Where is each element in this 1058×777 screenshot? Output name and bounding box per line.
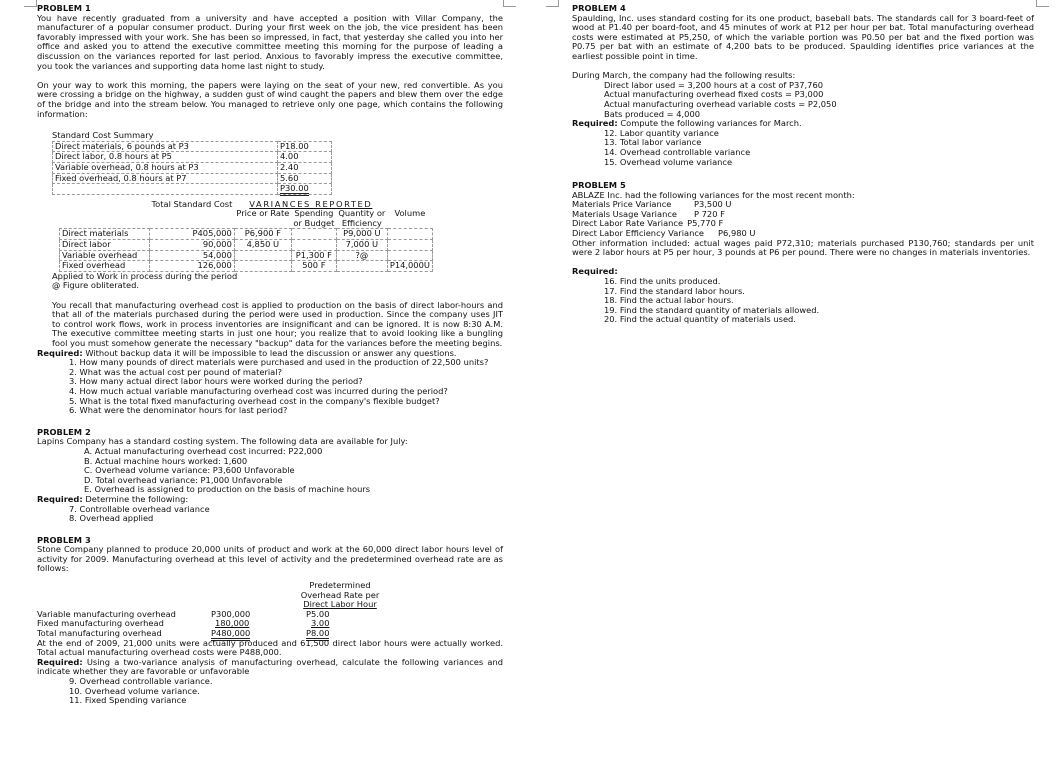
- std-row: Fixed overhead, 0.8 hours at P7 5.60: [53, 173, 332, 184]
- col-spending: Spending or Budget: [293, 208, 335, 228]
- table-note-obliterated: @ Figure obliterated.: [52, 280, 139, 291]
- problem-3: [37, 536, 503, 706]
- list-item: 17. Find the standard labor hours.: [604, 285, 745, 296]
- list-item: 14. Overhead controllable variance: [604, 146, 751, 157]
- standard-cost-summary: [52, 131, 332, 195]
- problem-4-questions: [572, 129, 1034, 167]
- variance-line: Direct Labor Rate Variance P5,770 F: [572, 218, 724, 229]
- problem-3-questions: [37, 677, 503, 706]
- problem-3-title: PROBLEM 3: [37, 534, 91, 545]
- variance-line: Materials Price Variance P3,500 U: [572, 199, 732, 210]
- std-row: Variable overhead, 0.8 hours at P3 2.40: [53, 162, 332, 173]
- list-item: 2. What was the actual cost per pound of material?: [69, 366, 282, 377]
- problem-4-march: During March, the company had the following results:: [572, 70, 796, 81]
- col-volume: Volume: [394, 208, 426, 219]
- left-column: [37, 4, 503, 706]
- problem-5-required: Required:: [572, 266, 618, 277]
- col-quantity: Quantity or Efficiency: [338, 208, 386, 228]
- list-item: D. Total overhead variance: P1,000 Unfavorable: [84, 474, 283, 485]
- problem-4-intro: Spaulding, Inc. uses standard costing for its one product, baseball bats. The standards call for 3 board-feet of wood at P1.40 per board-foot, and 45 minutes of work at P12 per hour per bat. Total manufacturing overhead costs were estimated at P5,250, of which the variable portion was P0.50 per bat and the fixed portion was P0.75 per bat with an estimate of 4,200 bats to be produced. Spaulding identifies price variances at the earliest possible point in time.: [572, 12, 1034, 61]
- table-note-applied: Applied to Work in process during the period: [52, 270, 238, 281]
- problem-5-intro: ABLAZE Inc. had the following variances for the most recent month:: [572, 189, 855, 200]
- list-item: 13. Total labor variance: [604, 137, 702, 148]
- problem-2-title: PROBLEM 2: [37, 426, 91, 437]
- list-item: Bats produced = 4,000: [604, 108, 700, 119]
- problem-2-questions: [37, 505, 503, 524]
- problem-2: [37, 428, 503, 524]
- variances-reported-header: VARIANCES REPORTED: [249, 198, 373, 209]
- std-row: Direct labor, 0.8 hours at P5 4.00: [53, 152, 332, 163]
- problem-1: [37, 4, 503, 416]
- list-item: 4. How much actual variable manufacturing overhead cost was incurred during the period?: [69, 385, 448, 396]
- problem-3-required: Required: Using a two-variance analysis of manufacturing overhead, calculate the following variances and indicate whether they are favorable or unfavorable: [37, 656, 503, 677]
- table-row: Variable manufacturing overhead P300,000 P5.00: [37, 608, 330, 619]
- problem-4-required: Required: Compute the following variances for March.: [572, 118, 802, 129]
- crop-mark-top-left: [24, 0, 37, 7]
- standard-cost-summary-title: Standard Cost Summary: [52, 130, 154, 141]
- list-item: Actual manufacturing overhead fixed costs = P3,000: [604, 89, 824, 100]
- list-item: 20. Find the actual quantity of materials used.: [604, 314, 796, 325]
- list-item: C. Overhead volume variance: P3,600 Unfavorable: [84, 465, 295, 476]
- problem-4-results: [572, 81, 1034, 119]
- list-item: 15. Overhead volume variance: [604, 156, 733, 167]
- problem-1-required: Required: Without backup data it will be impossible to lead the discussion or answer any questions.: [37, 347, 457, 358]
- table-row: Direct materials P405,000 P6,900 F P9,000 U: [60, 229, 433, 240]
- list-item: 18. Find the actual labor hours.: [604, 295, 734, 306]
- list-item: 10. Overhead volume variance.: [69, 685, 200, 696]
- problem-1-questions: [37, 358, 503, 416]
- problem-2-required: Required: Determine the following:: [37, 493, 189, 504]
- total-standard-cost-header: Total Standard Cost: [151, 198, 233, 209]
- problem-1-intro: You have recently graduated from a university and have accepted a position with Villar Company, the manufacturer of a popular consumer product. During your first week on the job, the vice president has been favorably impressed with your work. She has been so impressed, in fact, that yesterday she called you into her office and asked you to attend the executive committee meeting this morning for the purpose of leading a discussion on the variances reported for last period. Anxious to favorably impress the executive committee, you took the variances and supporting data home last night to study.: [37, 12, 503, 71]
- list-item: A. Actual manufacturing overhead cost incurred: P22,000: [84, 445, 323, 456]
- list-item: E. Overhead is assigned to production on the basis of machine hours: [84, 484, 371, 495]
- problem-1-title: PROBLEM 1: [37, 3, 91, 13]
- col-price-rate: Price or Rate: [236, 208, 290, 219]
- problem-3-intro: Stone Company planned to produce 20,000 units of product and work at the 60,000 direct labor hours level of activity for 2009. Manufacturing overhead at this level of activity and the predetermined overhead rate are as follows:: [37, 544, 503, 574]
- table-row: Direct labor 90,000 4,850 U 7,000 U: [60, 240, 433, 251]
- predetermined-rate-header: Predetermined Overhead Rate per Direct Labor Hour: [300, 580, 380, 610]
- list-item: 19. Find the standard quantity of materials allowed.: [604, 304, 820, 315]
- standard-cost-table: [52, 141, 332, 195]
- list-item: 16. Find the units produced.: [604, 276, 721, 287]
- list-item: 1. How many pounds of direct materials were purchased and used in the production of 22,500 units?: [69, 357, 489, 368]
- list-item: 9. Overhead controllable variance.: [69, 676, 213, 686]
- problem-5-other: Other information included: actual wages paid P72,310; materials purchased P130,760; standards per unit were 2 labor hours at P5 per hour, 3 pounds at P6 per pound. There were no changes in materials inventories.: [572, 237, 1034, 258]
- list-item: 11. Fixed Spending variance: [69, 695, 187, 706]
- list-item: B. Actual machine hours worked: 1,600: [84, 455, 248, 466]
- crop-mark-top-middle-right: [546, 0, 559, 7]
- right-column: [572, 4, 1034, 325]
- problem-4: [572, 4, 1034, 167]
- list-item: Direct labor used = 3,200 hours at a cost of P37,760: [604, 79, 824, 90]
- problem-4-title: PROBLEM 4: [572, 3, 626, 13]
- std-row: Direct materials, 6 pounds at P3 P18.00: [53, 141, 332, 152]
- crop-mark-top-middle-left: [503, 0, 516, 7]
- overhead-table: [35, 610, 331, 639]
- table-row: Fixed manufacturing overhead 180,000 3.00: [37, 618, 330, 629]
- problem-5: [572, 181, 1034, 325]
- problem-2-intro: Lapins Company has a standard costing system. The following data are available for July:: [37, 436, 408, 447]
- std-total-row: [53, 184, 332, 195]
- list-item: 12. Labor quantity variance: [604, 127, 719, 138]
- std-total: P30.00: [280, 183, 309, 196]
- problem-1-recall: You recall that manufacturing overhead cost is applied to production on the basis of direct labor-hours and that all of the materials purchased during the period were used in production. Since the company uses JIT to control work flows, work in process inventories are insignificant and can be ignored. It is now 8:30 A.M. The executive committee meeting starts in just one hour; you realize that to avoid looking like a bungling fool you must somehow generate the necessary "backup" data for the variances before the meeting begins.: [52, 299, 503, 348]
- list-item: 7. Controllable overhead variance: [69, 503, 210, 514]
- list-item: 8. Overhead applied: [69, 513, 154, 524]
- crop-mark-top-right: [1036, 0, 1049, 7]
- variances-reported-table: [59, 200, 433, 272]
- table-row: Total manufacturing overhead P480,000 P8.00: [35, 629, 331, 639]
- variance-line: Direct Labor Efficiency Variance P6,980 U: [572, 228, 756, 239]
- problem-5-title: PROBLEM 5: [572, 180, 626, 191]
- problem-3-actual: At the end of 2009, 21,000 units were actually produced and 61,500 direct labor hours were actually worked. Total actual manufacturing overhead costs were P488,000.: [37, 637, 503, 658]
- problem-5-questions: [572, 277, 1034, 325]
- problem-1-story: On your way to work this morning, the papers were laying on the seat of your new, red convertible. As you were crossing a bridge on the highway, a sudden gust of wind caught the papers and blew them over the edge of the bridge and into the stream below. You managed to retrieve only one page, which contains the following information:: [37, 79, 503, 119]
- table-row: Fixed overhead 126,000 500 F P14,000U: [60, 261, 433, 272]
- list-item: Actual manufacturing overhead variable costs = P2,050: [604, 98, 837, 109]
- list-item: 3. How many actual direct labor hours were worked during the period?: [69, 376, 363, 387]
- list-item: 5. What is the total fixed manufacturing overhead cost in the company's flexible budget?: [69, 395, 440, 406]
- variance-line: Materials Usage Variance P 720 F: [572, 208, 725, 219]
- problem-2-data: [37, 447, 503, 495]
- table-row: Variable overhead 54,000 P1,300 F ?@: [60, 250, 433, 261]
- list-item: 6. What were the denominator hours for last period?: [69, 405, 288, 416]
